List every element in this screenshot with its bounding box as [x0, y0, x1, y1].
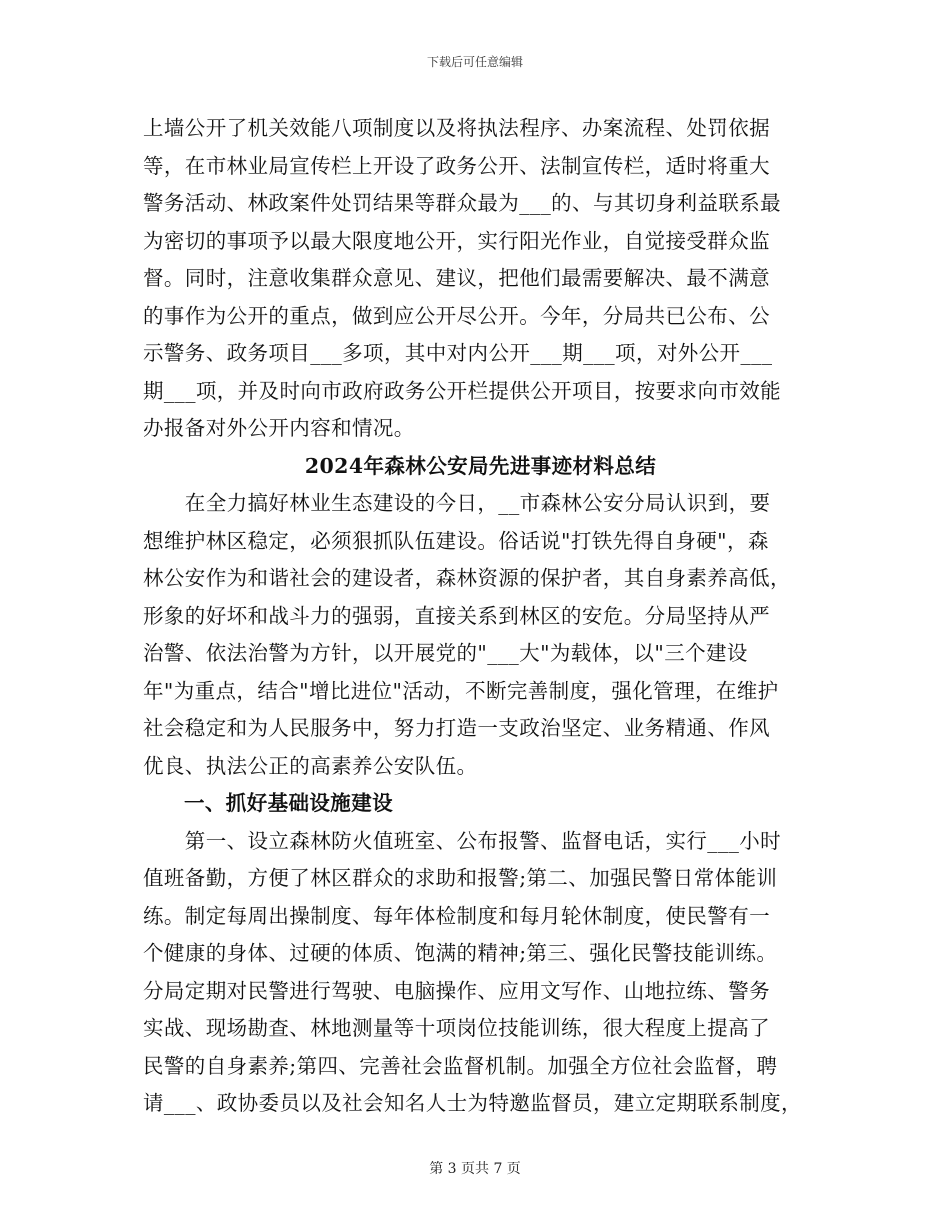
paragraph-line: 值班备勤，方便了林区群众的求助和报警;第二、加强民警日常体能训	[143, 866, 778, 890]
paragraph-line: 督。同时，注意收集群众意见、建议，把他们最需要解决、最不满意	[143, 266, 770, 290]
paragraph-line: 年"为重点，结合"增比进位"活动，不断完善制度，强化管理，在维护	[143, 678, 779, 703]
paragraph-line: 优良、执法公正的高素养公安队伍。	[143, 753, 478, 778]
document-title: 2024年森林公安局先进事迹材料总结	[304, 453, 657, 478]
paragraph-line: 请___、政协委员以及社会知名人士为特邀监督员，建立定期联系制度，	[143, 1091, 802, 1115]
paragraph-line: 在全力搞好林业生态建设的今日，__市森林公安分局认识到，要	[143, 491, 771, 515]
paragraph-line: 练。制定每周出操制度、每年体检制度和每月轮休制度，使民警有一	[143, 903, 770, 928]
paragraph-line: 办报备对外公开内容和情况。	[143, 416, 415, 440]
paragraph-line: 形象的好坏和战斗力的强弱，直接关系到林区的安危。分局坚持从严	[143, 603, 770, 628]
paragraph-line: 上墙公开了机关效能八项制度以及将执法程序、办案流程、处罚依据	[143, 116, 770, 140]
paragraph-line: 示警务、政务项目___多项，其中对内公开___期___项，对外公开___	[143, 341, 773, 365]
document-body	[143, 110, 818, 1123]
paragraph-line: 警务活动、林政案件处罚结果等群众最为___的、与其切身利益联系最	[143, 191, 782, 215]
paragraph-line: 林公安作为和谐社会的建设者，森林资源的保护者，其自身素养高低，	[143, 566, 791, 590]
paragraph-line: 第一、设立森林防火值班室、公布报警、监督电话，实行___小时	[143, 828, 782, 853]
paragraph-line: 治警、依法治警为方针，以开展党的"___大"为载体，以"三个建设	[143, 641, 748, 665]
paragraph-line: 等，在市林业局宣传栏上开设了政务公开、法制宣传栏，适时将重大	[143, 153, 770, 178]
paragraph-line: 社会稳定和为人民服务中，努力打造一支政治坚定、业务精通、作风	[143, 716, 770, 740]
paragraph-line: 的事作为公开的重点，做到应公开尽公开。今年，分局共已公布、公	[143, 303, 770, 328]
paragraph-line: 个健康的身体、过硬的体质、饱满的精神;第三、强化民警技能训练。	[143, 941, 778, 965]
paragraph-line: 为密切的事项予以最大限度地公开，实行阳光作业，自觉接受群众监	[143, 228, 770, 253]
paragraph-line: 期___项，并及时向市政府政务公开栏提供公开项目，按要求向市效能	[143, 378, 782, 403]
paragraph-line: 分局定期对民警进行驾驶、电脑操作、应用文写作、山地拉练、警务	[143, 978, 770, 1003]
paragraph-line: 想维护林区稳定，必须狠抓队伍建设。俗话说"打铁先得自身硬"，森	[143, 528, 769, 553]
page-header: 下载后可任意编辑	[426, 55, 523, 69]
paragraph-line: 实战、现场勘查、林地测量等十项岗位技能训练，很大程度上提高了	[143, 1016, 770, 1040]
section-heading: 一、抓好基础设施建设	[184, 791, 393, 815]
paragraph-line: 民警的自身素养;第四、完善社会监督机制。加强全方位社会监督，聘	[143, 1053, 778, 1078]
page-footer: 第 3 页共 7 页	[429, 1161, 521, 1177]
